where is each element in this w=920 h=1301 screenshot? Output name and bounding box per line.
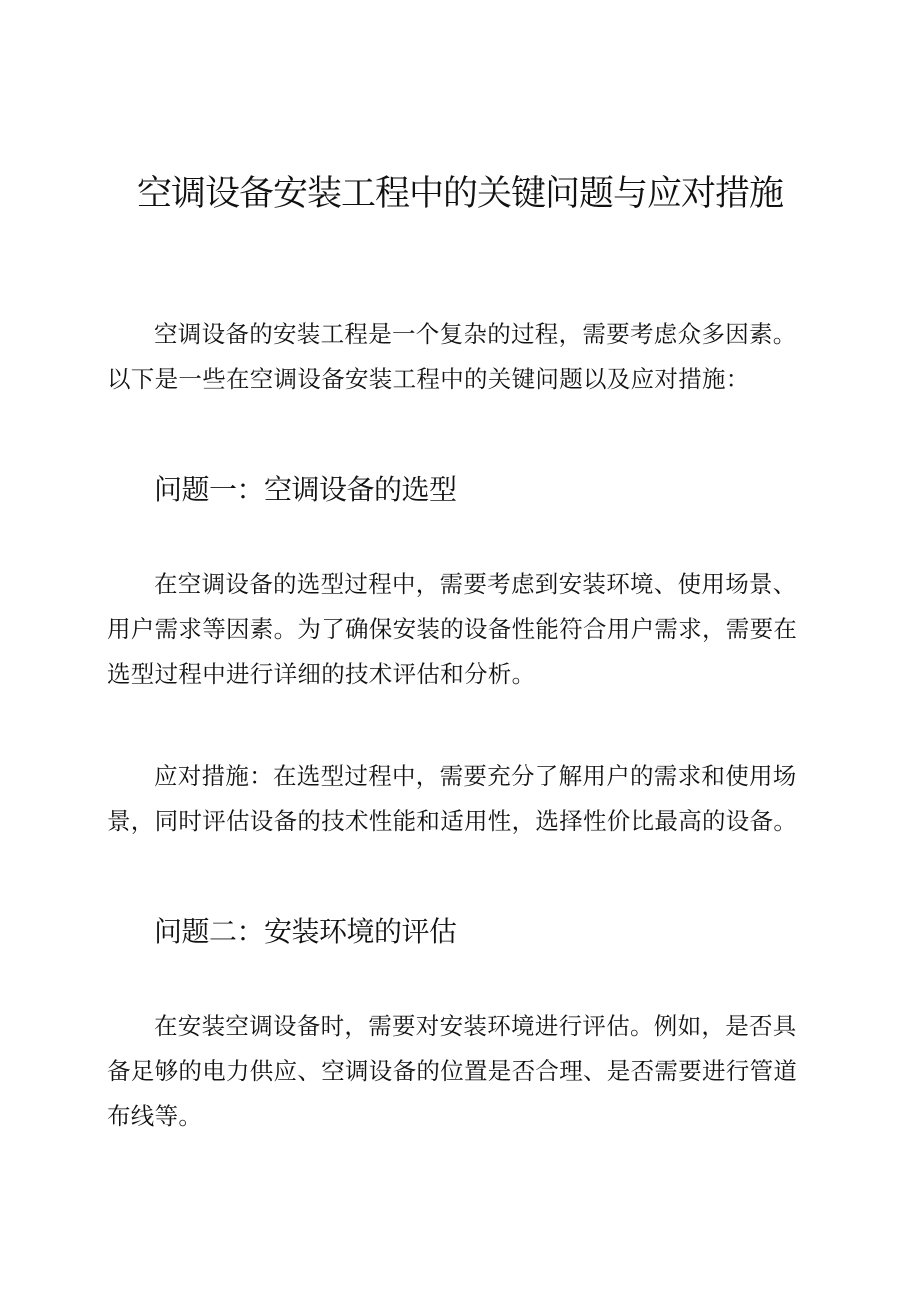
intro-paragraph: 空调设备的安装工程是一个复杂的过程，需要考虑众多因素。以下是一些在空调设备安装工程中的关键问题以及应对措施： bbox=[107, 320, 797, 393]
section-1-paragraph-2: 应对措施：在选型过程中，需要充分了解用户的需求和使用场景，同时评估设备的技术性能和适用性，选择性价比最高的设备。 bbox=[107, 762, 798, 835]
section-1-paragraph-1: 在空调设备的选型过程中，需要考虑到安装环境、使用场景、用户需求等因素。为了确保安装的设备性能符合用户需求，需要在选型过程中进行详细的技术评估和分析。 bbox=[107, 570, 798, 688]
section-heading-2: 问题二：安装环境的评估 bbox=[154, 915, 457, 948]
section-heading-1: 问题一：空调设备的选型 bbox=[154, 473, 457, 506]
document-title: 空调设备安装工程中的关键问题与应对措施 bbox=[136, 174, 783, 214]
section-2-paragraph-1: 在安装空调设备时，需要对安装环境进行评估。例如，是否具备足够的电力供应、空调设备的位置是否合理、是否需要进行管道布线等。 bbox=[107, 1012, 798, 1130]
